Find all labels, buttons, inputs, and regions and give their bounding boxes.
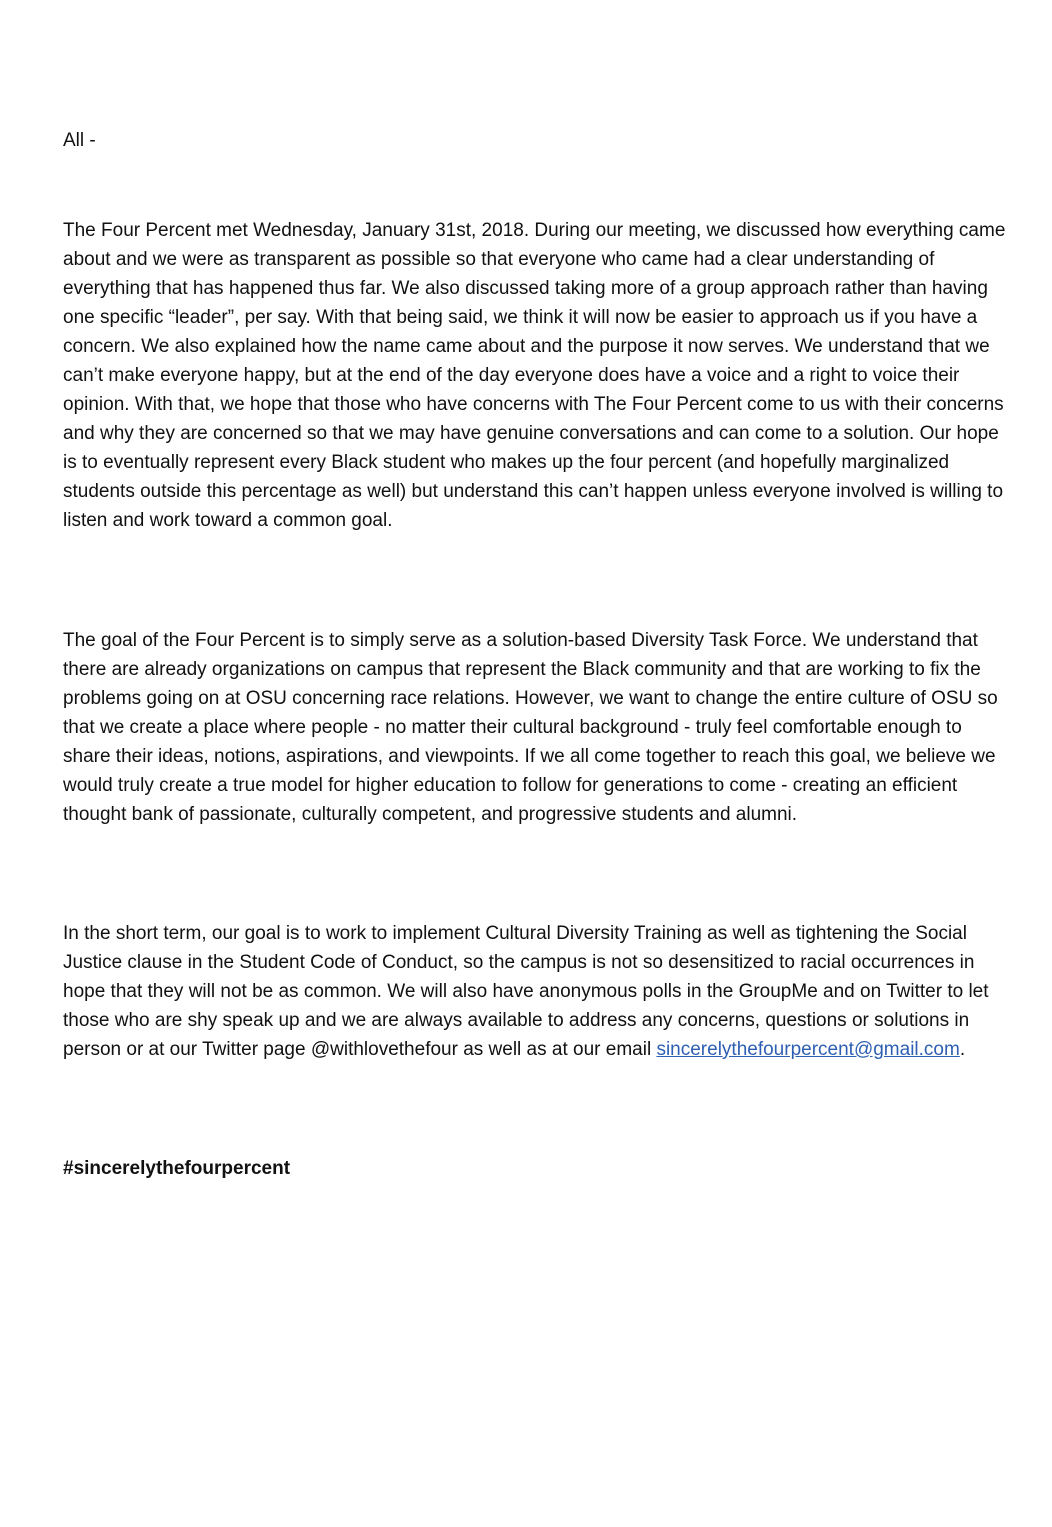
paragraph-goal: The goal of the Four Percent is to simply serve as a solution-based Diversity Task Force. We understand that there are already organizations on campus that represent the Black community and that are working to fix the problems going on at OSU concerning race relations. However, we want to change the entire culture of OSU so that we create a place where people - no matter their cultural background - truly feel comfortable enough to share their ideas, notions, aspirations, and viewpoints. If we all come together to reach this goal, we believe we would truly create a true model for higher education to follow for generations to come - creating an efficient thought bank of passionate, culturally competent, and progressive students and alumni. — [63, 630, 998, 825]
email-link[interactable]: sincerelythefourpercent@gmail.com — [656, 1039, 960, 1060]
paragraph-short-term-end: . — [959, 1039, 966, 1060]
hashtag: #sincerelythefourpercent — [63, 1158, 291, 1179]
paragraph-short-term-goal — [63, 919, 1008, 1064]
paragraph-short-term-text: In the short term, our goal is to work to implement Cultural Diversity Training as well as tightening the Social Justice clause in the Student Code of Conduct, so the campus is not so desensitized to racial occurrences in hope that they will not be as common. We will also have anonymous polls in the GroupMe and on Twitter to let those who are shy speak up and we are always available to address any concerns, questions or solutions in person or at our Twitter page @withlovethefour as well as at our email — [63, 923, 989, 1060]
paragraph-meeting-summary: The Four Percent met Wednesday, January 31st, 2018. During our meeting, we discussed how everything came about and we were as transparent as possible so that everyone who came had a clear understanding of everything that has happened thus far. We also discussed taking more of a group approach rather than having one specific “leader”, per say. With that being said, we think it will now be easier to approach us if you have a concern. We also explained how the name came about and the purpose it now serves. We understand that we can’t make everyone happy, but at the end of the day everyone does have a voice and a right to voice their opinion. With that, we hope that those who have concerns with The Four Percent come to us with their concerns and why they are concerned so that we may have genuine conversations and can come to a solution. Our hope is to eventually represent every Black student who makes up the four percent (and hopefully marginalized students outside this percentage as well) but understand this can’t happen unless everyone involved is willing to listen and work toward a common goal. — [63, 220, 1006, 531]
salutation: All - — [63, 130, 96, 151]
